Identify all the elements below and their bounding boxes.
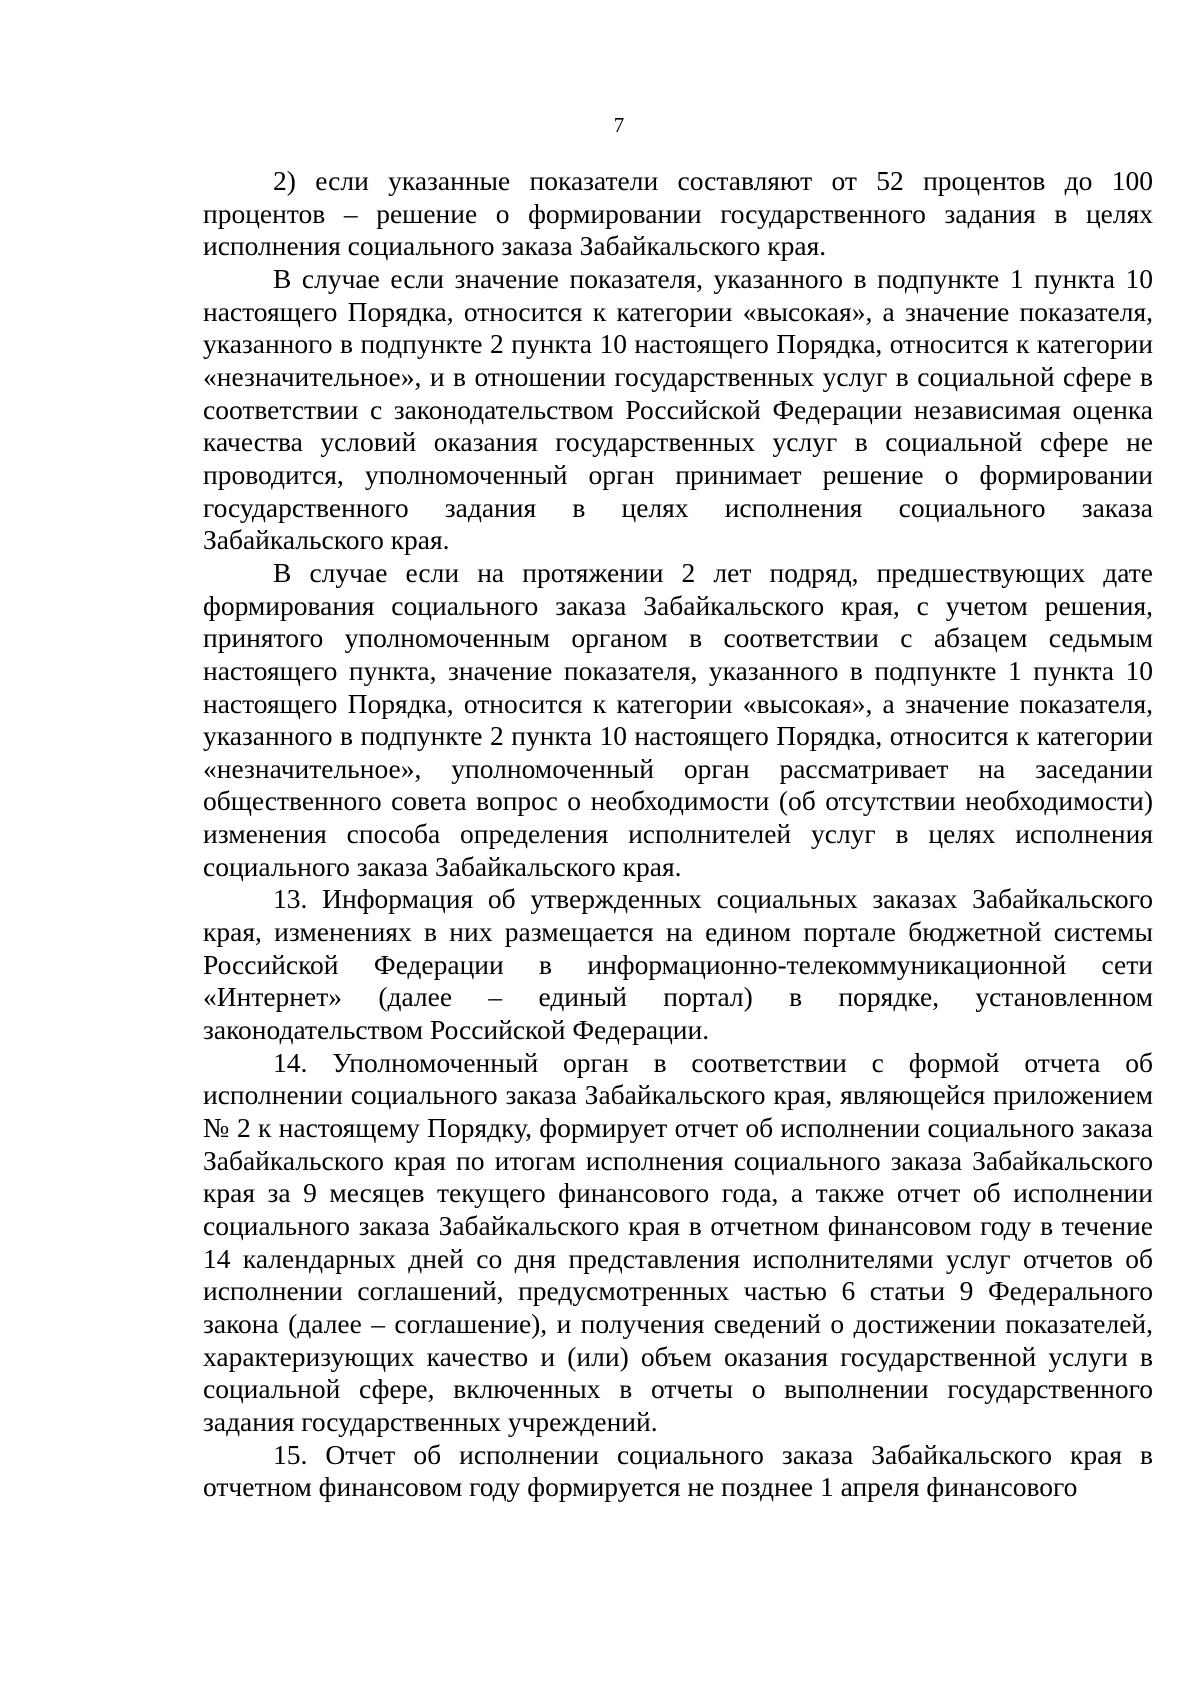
paragraph-high-category-case: В случае если значение показателя, указанного в подпункте 1 пункта 10 настоящего Порядка, относится к категории «высокая», а значение показателя, указанного в подпункте 2 пункта 10 настоящего Порядка, относится к категории «незначительное», и в отношении государственных услуг в социальной сфере в соответствии с законодательством Российской Федерации независимая оценка качества условий оказания государственных услуг в социальной сфере не проводится, уполномоченный орган принимает решение о формировании государственного задания в целях исполнения социального заказа Забайкальского края. bbox=[203, 262, 1153, 556]
document-body bbox=[203, 165, 1153, 1504]
paragraph-two-years-case: В случае если на протяжении 2 лет подряд, предшествующих дате формирования социального заказа Забайкальского края, с учетом решения, принятого уполномоченным органом в соответствии с абзацем седьмым настоящего пункта, значение показателя, указанного в подпункте 1 пункта 10 настоящего Порядка, относится к категории «высокая», а значение показателя, указанного в подпункте 2 пункта 10 настоящего Порядка, относится к категории «незначительное», уполномоченный орган рассматривает на заседании общественного совета вопрос о необходимости (об отсутствии необходимости) изменения способа определения исполнителей услуг в целях исполнения социального заказа Забайкальского края. bbox=[203, 556, 1153, 882]
page-number: 7 bbox=[613, 113, 625, 137]
paragraph-item-15: 15. Отчет об исполнении социального заказа Забайкальского края в отчетном финансовом году формируется не позднее 1 апреля финансового bbox=[203, 1438, 1153, 1503]
paragraph-item-13: 13. Информация об утвержденных социальных заказах Забайкальского края, изменениях в них размещается на едином портале бюджетной системы Российской Федерации в информационно-телекоммуникационной сети «Интернет» (далее – единый портал) в порядке, установленном законодательством Российской Федерации. bbox=[203, 883, 1153, 1046]
paragraph-item-14: 14. Уполномоченный орган в соответствии с формой отчета об исполнении социального заказа Забайкальского края, являющейся приложением № 2 к настоящему Порядку, формирует отчет об исполнении социального заказа Забайкальского края по итогам исполнения социального заказа Забайкальского края за 9 месяцев текущего финансового года, а также отчет об исполнении социального заказа Забайкальского края в отчетном финансовом году в течение 14 календарных дней со дня представления исполнителями услуг отчетов об исполнении соглашений, предусмотренных частью 6 статьи 9 Федерального закона (далее – соглашение), и получения сведений о достижении показателей, характеризующих качество и (или) объем оказания государственной услуги в социальной сфере, включенных в отчеты о выполнении государственного задания государственных учреждений. bbox=[203, 1046, 1153, 1437]
paragraph-subitem-2: 2) если указанные показатели составляют от 52 процентов до 100 процентов – решение о формировании государственного задания в целях исполнения социального заказа Забайкальского края. bbox=[203, 165, 1153, 262]
